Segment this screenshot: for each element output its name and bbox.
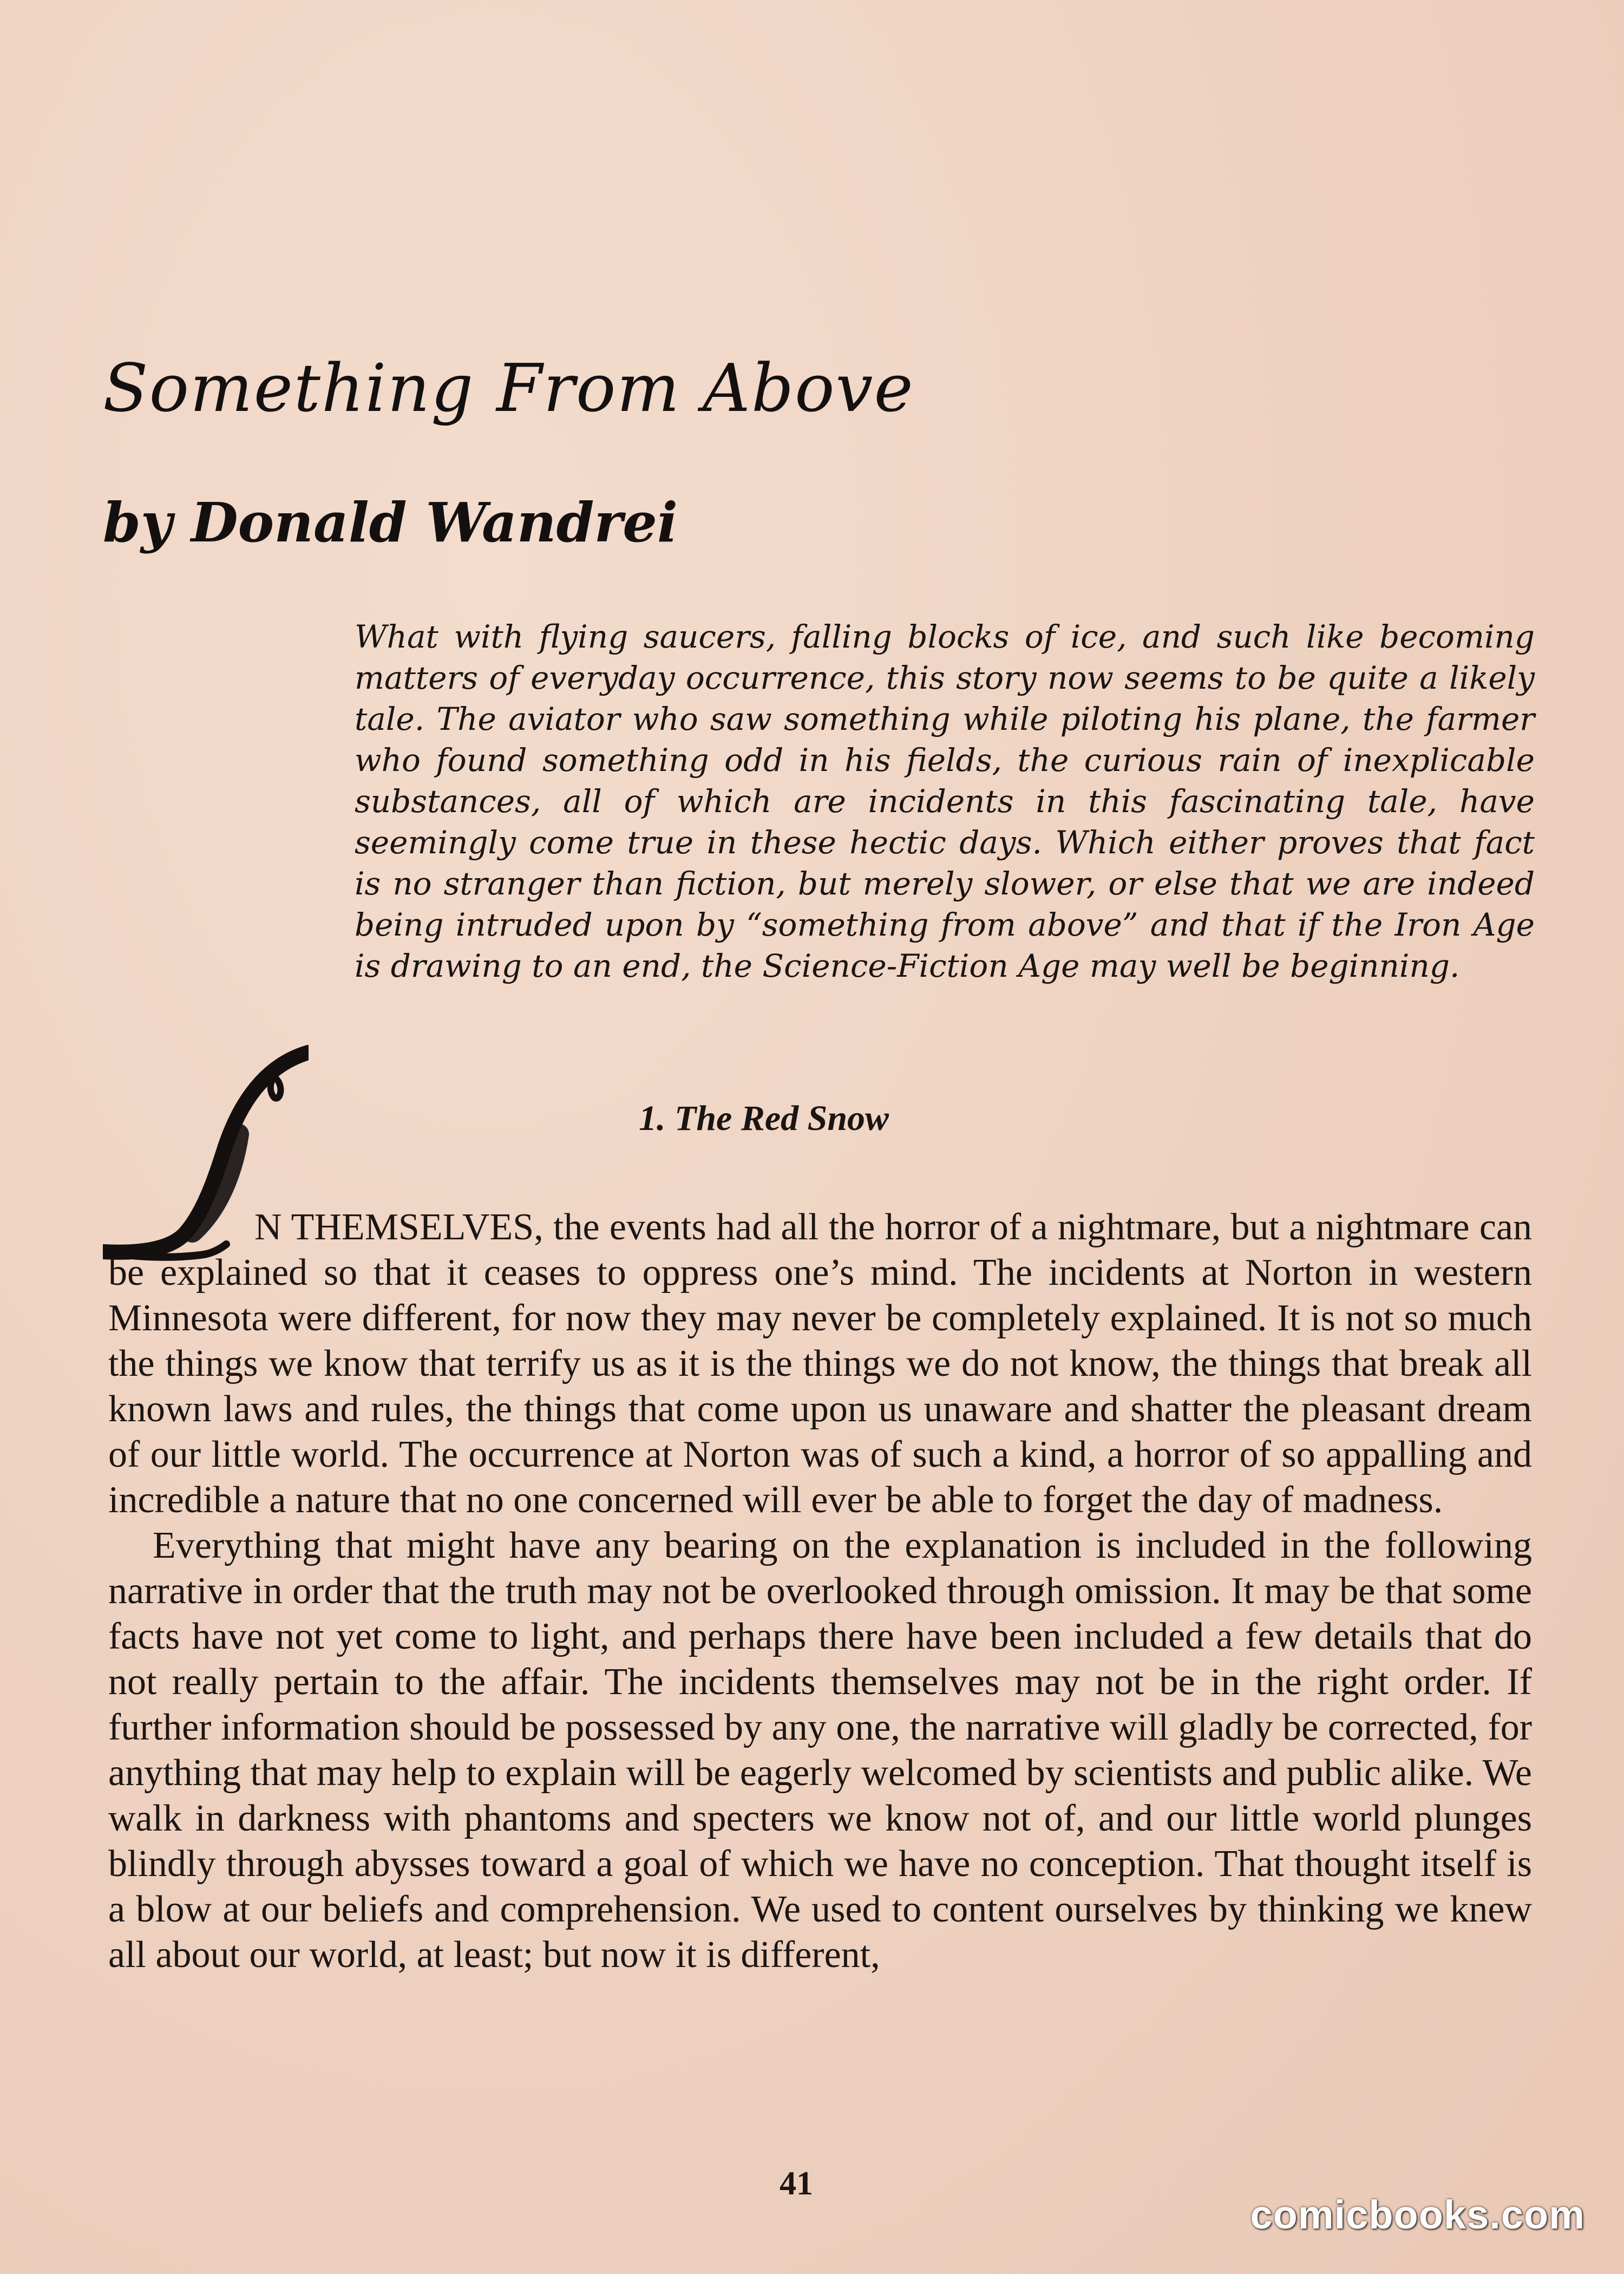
intro-blurb: What with flying saucers, falling blocks of ice, and such like becoming matters of everyday occurrence, this story now seems to be quite a likely tale. The aviator who saw something while piloting his plane, the farmer who found something odd in his fields, the curious rain of inexplicable substances, all of which are incidents in this fascinating tale, have seemingly come true in these hectic days. Which either proves that fact is no stranger than fiction, but merely slower, or else that we are indeed being intruded upon by “something from above” and that if the Iron Age is drawing to an end, the Science-Fiction Age may well be beginning. (355, 618, 1535, 984)
chapter-heading: 1. The Red Snow (639, 1099, 889, 1138)
paragraph: N THEMSELVES, the events had all the horror of a nightmare, but a nightmare can be explained so that it ceases to oppress one’s mind. The incidents at Norton in western Minnesota were different, for now they may never be completely explained. It is not so much the things we know that terrify us as it is the things we do not know, the things that break all known laws and rules, the things that come upon us unaware and shatter the pleasant dream of our little world. The occurrence at Norton was of such a kind, a horror of so appalling and incredible a nature that no one concerned will ever be able to forget the day of madness. (108, 1206, 1532, 1521)
story-body (108, 1205, 1532, 1978)
story-title: Something From Above (103, 350, 914, 427)
site-watermark: comicbooks.com (1250, 2192, 1585, 2237)
author-byline: by Donald Wandrei (103, 491, 678, 554)
page-number: 41 (780, 2165, 813, 2202)
paragraph: Everything that might have any bearing on the explanation is included in the following narrative in order that the truth may not be overlooked through omission. It may be that some facts have not yet come to light, and perhaps there have been included a few details that do not really pertain to the affair. The incidents themselves may not be in the right order. If further information should be possessed by any one, the narrative will gladly be corrected, for anything that may help to explain will be eagerly welcomed by scientists and public alike. We walk in darkness with phantoms and specters we know not of, and our little world plunges blindly through abysses toward a goal of which we have no conception. That thought itself is a blow at our beliefs and comprehension. We used to content ourselves by thinking we knew all about our world, at least; but now it is different, (108, 1525, 1532, 1976)
